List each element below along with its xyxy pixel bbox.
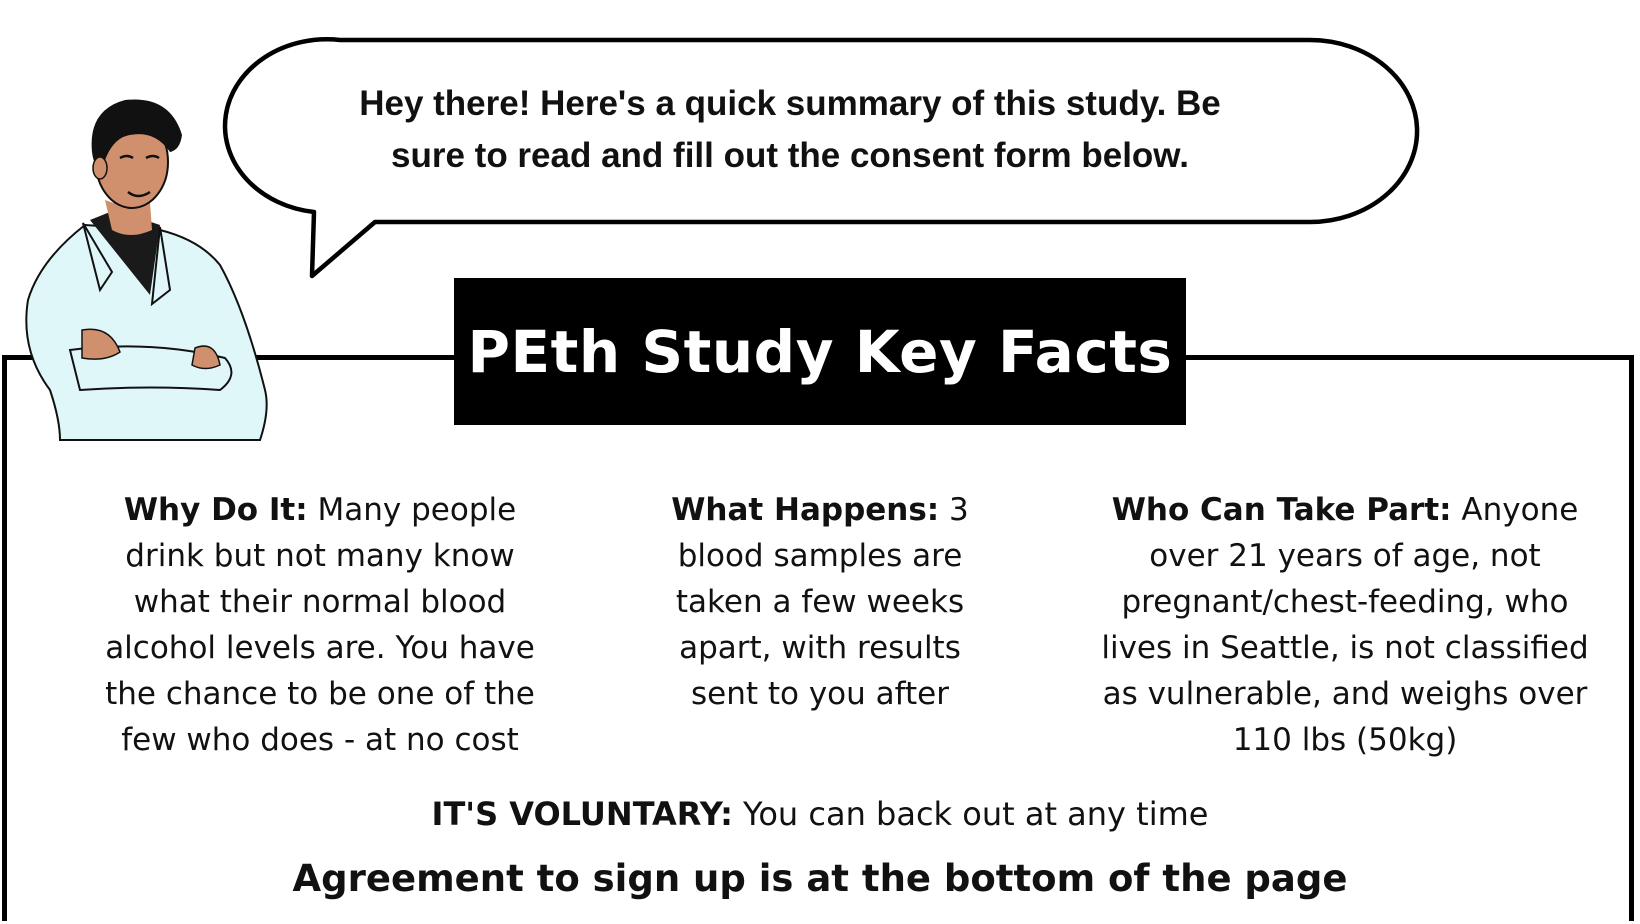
voluntary-label: IT'S VOLUNTARY: [431, 795, 733, 833]
fact-why [85, 487, 555, 763]
fact-why-text: Many people drink but not many know what their normal blood alcohol levels are. You have the chance to be one of the few who does - at no cost [105, 492, 535, 758]
doctor-illustration-icon [20, 90, 280, 470]
voluntary-text: You can back out at any time [732, 795, 1209, 833]
fact-who [1085, 487, 1605, 763]
agreement-note: Agreement to sign up is at the bottom of the page [292, 857, 1348, 900]
page-title: PEth Study Key Facts [467, 317, 1173, 386]
fact-who-label: Who Can Take Part: [1111, 492, 1452, 528]
fact-what [660, 487, 980, 717]
fact-what-text: 3 blood samples are taken a few weeks apart, with results sent to you after [675, 492, 969, 712]
voluntary-note [0, 792, 1640, 836]
fact-why-label: Why Do It: [123, 492, 308, 528]
fact-who-text: Anyone over 21 years of age, not pregnant/chest-feeding, who lives in Seattle, is not classified as vulnerable, and weighs over 110 lbs (50kg) [1101, 492, 1589, 758]
fact-what-label: What Happens: [671, 492, 940, 528]
speech-bubble-text: Hey there! Here's a quick summary of this study. Be sure to read and fill out the consent form below. [359, 84, 1221, 175]
title-bar [454, 278, 1186, 425]
